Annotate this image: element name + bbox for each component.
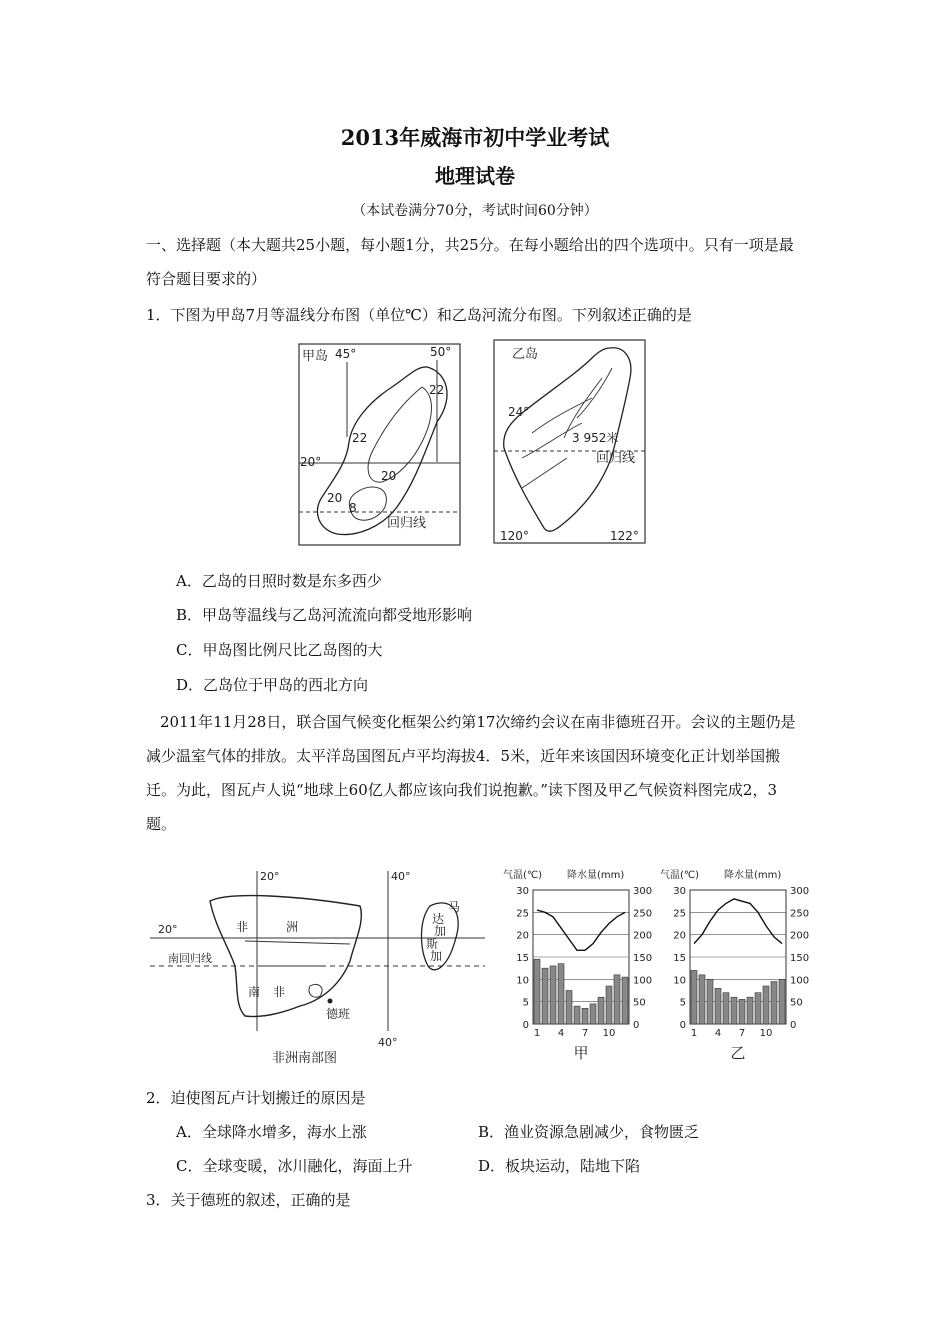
chart-yi-temp-tick: 15 [673,953,686,964]
chart-yi-precip-bar [707,979,713,1024]
map-jia-lon-left: 45° [335,347,357,361]
chart-yi-temp-tick: 20 [673,930,686,942]
chart-yi-precip-bar [771,982,777,1024]
africa-lat: 20° [158,923,178,936]
isotherm-3: 20 [381,469,397,483]
chart-jia-month-tick: 10 [602,1028,616,1039]
exam-note: （本试卷满分70分，考试时间60分钟） [352,203,598,219]
q1-option-b: B．甲岛等温线与乙岛河流流向都受地形影响 [176,606,473,624]
mad-char-1: 马 [448,900,461,914]
chart-jia-precip-tick: 200 [633,930,653,942]
mad-char-4: 斯 [426,937,439,951]
sa-char-2: 非 [273,985,286,999]
chart-jia-precip-bar [566,991,572,1025]
map-yi [492,338,647,548]
sa-char-1: 南 [248,985,261,999]
isotherm-1: 22 [429,383,445,397]
chart-jia-precip-tick: 100 [633,975,653,987]
africa-lon3: 40° [378,1036,398,1049]
durban-dot [328,999,333,1004]
chart-yi-month-tick: 4 [714,1028,722,1039]
chart-jia-temp-tick: 0 [522,1020,529,1031]
africa-lon1: 20° [260,870,280,883]
chart-yi-name: 乙 [730,1044,746,1062]
chart-yi-precip-tick: 150 [790,953,810,964]
chart-jia-precip-bar [598,997,604,1024]
map-jia-lon-right: 50° [430,345,452,359]
chart-jia-precip-bar [534,959,540,1024]
africa-char-2: 洲 [286,920,299,934]
chart-yi-precip-bar [699,975,705,1024]
chart-yi-month-tick: 7 [738,1028,746,1039]
chart-yi-precip-bar [755,993,761,1024]
chart-yi-month-tick: 10 [759,1028,773,1039]
map-jia-label: 甲岛 [302,349,329,364]
chart-jia-precip-bar [606,986,612,1024]
q1-option-d: D．乙岛位于甲岛的西北方向 [176,676,369,694]
isotherm-5: 8 [349,501,357,515]
chart-yi-precip-tick: 300 [790,886,810,897]
chart-jia-precip-bar [614,975,620,1024]
chart-yi-precip-tick: 200 [790,930,810,942]
chart-yi-precip-tick: 100 [790,975,810,987]
city-durban: 德班 [326,1007,351,1021]
chart-yi-temp-tick: 25 [673,908,686,920]
chart-jia-temp-tick: 5 [522,997,529,1009]
isotherm-2: 22 [352,431,368,445]
passage: 2011年11月28日，联合国气候变化框架公约第17次缔约会议在南非德班召开。会议的主题仍是减少温室气体的排放。太平洋岛国图瓦卢平均海拔4．5米，近年来该国因环境变化正计划举国搬迁。为此，图瓦卢人说“地球上60亿人都应该向我们说抱歉。”读下图及甲乙气候资料图完成2，3题。 [146,713,796,833]
chart-yi-temp-line [694,899,782,944]
map-yi-label: 乙岛 [512,347,539,362]
chart-jia-precip-tick: 50 [633,997,646,1009]
chart-jia-name: 甲 [573,1044,589,1062]
chart-yi-precip-bar [731,997,737,1024]
chart-yi-precip-bar [691,970,697,1024]
map-yi-lon-right: 122° [610,529,639,543]
chart-jia-temp-tick: 10 [516,975,529,987]
q3-stem: 3．关于德班的叙述，正确的是 [146,1191,351,1209]
chart-yi-precip-bar [739,999,745,1024]
chart-jia-precip-bar [622,977,628,1024]
mad-char-3: 加 [434,924,447,938]
africa-char-1: 非 [236,920,249,934]
africa-tropic: 南回归线 [168,952,212,965]
chart-jia-precip-tick: 250 [633,908,653,920]
chart-jia-precip-tick: 300 [633,886,653,897]
chart-jia-precip-bar [550,966,556,1024]
chart-jia-temp-tick: 15 [516,953,529,964]
chart-jia-precip-tick: 150 [633,953,653,964]
chart-jia-temp-label: 气温(℃) [503,870,543,881]
q2-option-d: D．板块运动，陆地下陷 [478,1157,641,1175]
isotherm-4: 20 [327,491,343,505]
chart-jia-precip-label: 降水量(mm) [567,870,625,881]
mad-char-2: 达 [432,912,445,926]
climate-chart-yi [660,866,820,1062]
chart-yi-precip-bar [763,986,769,1024]
map-yi-tropic: 回归线 [596,451,636,466]
chart-yi-month-tick: 1 [690,1028,698,1039]
chart-jia-temp-tick: 30 [516,886,529,897]
chart-yi-precip-bar [779,979,785,1024]
chart-yi-precip-tick: 50 [790,997,803,1009]
chart-yi-temp-label: 气温(℃) [660,870,700,881]
chart-yi-temp-tick: 30 [673,886,686,897]
exam-subtitle: 地理试卷 [435,164,515,188]
climate-chart-jia [503,866,663,1062]
q1-stem: 1．下图为甲岛7月等温线分布图（单位℃）和乙岛河流分布图。下列叙述正确的是 [146,306,692,324]
map-yi-lon-left: 120° [500,529,529,543]
q2-option-b: B．渔业资源急剧减少，食物匮乏 [478,1123,700,1141]
section-heading: 一、选择题（本大题共25小题，每小题1分，共25分。在每小题给出的四个选项中。只有一项是最符合题目要求的） [146,236,794,288]
map-yi-peak: 3 952米 [572,431,619,445]
exam-title: 2013年威海市初中学业考试 [340,125,610,150]
chart-jia-precip-tick: 0 [633,1020,640,1031]
q2-option-a: A．全球降水增多，海水上涨 [176,1123,367,1141]
chart-jia-month-tick: 4 [557,1028,565,1039]
chart-jia-temp-tick: 20 [516,930,529,942]
map-jia [297,342,462,547]
mad-char-5: 加 [430,949,443,963]
chart-jia-precip-bar [542,968,548,1024]
chart-yi-temp-tick: 0 [679,1020,686,1031]
chart-jia-precip-bar [582,1008,588,1024]
chart-yi-temp-tick: 10 [673,975,686,987]
chart-yi-precip-tick: 250 [790,908,810,920]
chart-yi-precip-bar [747,997,753,1024]
chart-jia-precip-bar [574,1006,580,1024]
chart-yi-precip-bar [715,988,721,1024]
map-jia-lat: 20° [300,455,322,469]
map-jia-tropic: 回归线 [387,516,427,531]
africa-lon2: 40° [391,870,411,883]
africa-map [150,866,490,1066]
chart-yi-temp-tick: 5 [679,997,686,1009]
map-yi-lat: 24° [508,405,530,419]
chart-yi-precip-tick: 0 [790,1020,797,1031]
africa-caption: 非洲南部图 [272,1051,338,1066]
q1-option-a: A．乙岛的日照时数是东多西少 [176,572,382,590]
chart-jia-month-tick: 7 [581,1028,589,1039]
q2-option-c: C．全球变暖，冰川融化，海面上升 [176,1157,413,1175]
map-yi-frame [494,340,645,543]
chart-jia-temp-line [537,910,625,950]
q1-option-c: C．甲岛图比例尺比乙岛图的大 [176,641,383,659]
chart-jia-temp-tick: 25 [516,908,529,920]
chart-jia-month-tick: 1 [533,1028,541,1039]
chart-yi-precip-bar [723,993,729,1024]
chart-jia-precip-bar [558,964,564,1024]
chart-jia-precip-bar [590,1004,596,1024]
chart-yi-precip-label: 降水量(mm) [724,870,782,881]
q2-stem: 2．迫使图瓦卢计划搬迁的原因是 [146,1089,366,1107]
